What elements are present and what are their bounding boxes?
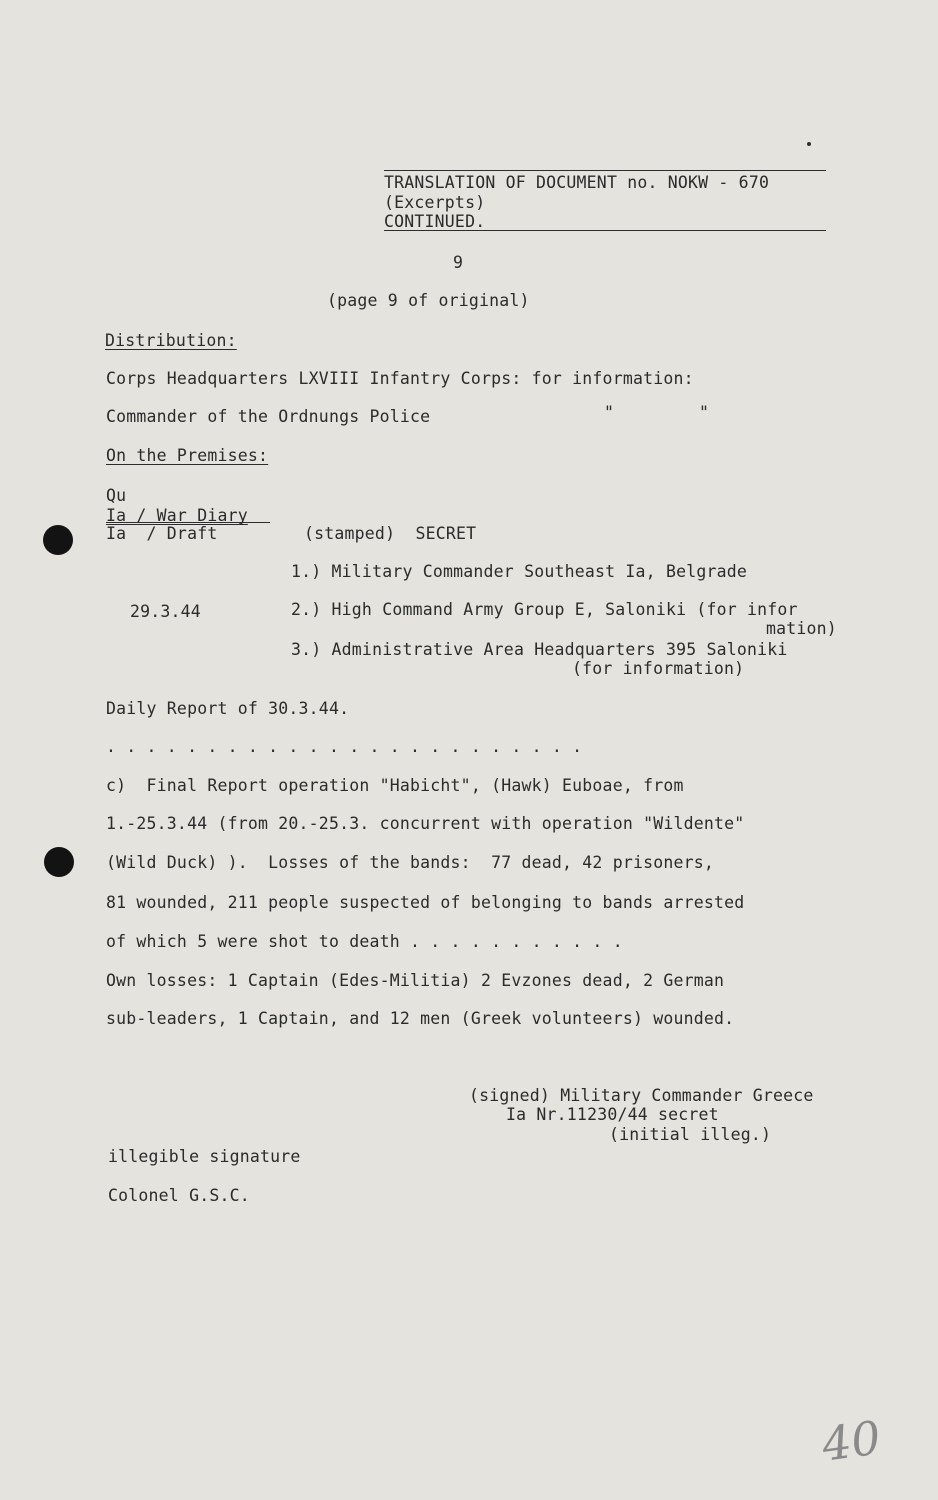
header-excerpts: (Excerpts) [384, 193, 486, 212]
initial-illegible: (initial illeg.) [609, 1125, 772, 1144]
ink-speck [807, 142, 811, 146]
punch-hole-top [43, 525, 73, 555]
secret-stamp: (stamped) SECRET [304, 524, 477, 543]
ditto-mark-1: " [604, 403, 615, 422]
draft-date: 29.3.44 [130, 602, 201, 621]
premises-heading: On the Premises: [106, 446, 269, 465]
ditto-mark-2: " [699, 403, 710, 422]
signed-by: (signed) Military Commander Greece [469, 1086, 814, 1105]
colonel-rank: Colonel G.S.C. [108, 1186, 250, 1205]
recipient-1: 1.) Military Commander Southeast Ia, Belgrade [291, 562, 748, 581]
ellipsis-line: . . . . . . . . . . . . . . . . . . . . . . . . [106, 737, 583, 756]
body-line-2: 1.-25.3.44 (from 20.-25.3. concurrent with operation "Wildente" [106, 814, 745, 833]
handwritten-page-number: 40 [818, 1410, 885, 1472]
body-line-4: 81 wounded, 211 people suspected of belonging to bands arrested [106, 893, 745, 912]
body-line-7: sub-leaders, 1 Captain, and 12 men (Greek volunteers) wounded. [106, 1009, 735, 1028]
recipient-2-cont: mation) [766, 619, 837, 638]
body-line-3: (Wild Duck) ). Losses of the bands: 77 dead, 42 prisoners, [106, 853, 715, 872]
body-line-6: Own losses: 1 Captain (Edes-Militia) 2 Evzones dead, 2 German [106, 971, 725, 990]
body-line-5: of which 5 were shot to death . . . . . . . . . . . [106, 932, 623, 951]
body-line-1: c) Final Report operation "Habicht", (Hawk) Euboae, from [106, 776, 684, 795]
distribution-line-police: Commander of the Ordnungs Police [106, 407, 431, 426]
distribution-qu: Qu [106, 486, 127, 505]
distribution-heading: Distribution: [105, 331, 237, 350]
page-number: 9 [453, 253, 464, 272]
recipient-3: 3.) Administrative Area Headquarters 395 Saloniki [291, 640, 788, 659]
header-continued: CONTINUED. [384, 212, 486, 231]
page-reference: (page 9 of original) [327, 291, 530, 310]
header-title: TRANSLATION OF DOCUMENT no. NOKW - 670 [384, 173, 770, 192]
draft-rule [106, 522, 270, 523]
punch-hole-bottom [44, 847, 74, 877]
reference-number: Ia Nr.11230/44 secret [506, 1105, 719, 1124]
recipient-3-cont: (for information) [572, 659, 745, 678]
illegible-signature: illegible signature [108, 1147, 301, 1166]
distribution-line-corps: Corps Headquarters LXVIII Infantry Corps: for information: [106, 369, 694, 388]
header-top-rule [384, 170, 826, 171]
daily-report-line: Daily Report of 30.3.44. [106, 699, 350, 718]
recipient-2: 2.) High Command Army Group E, Saloniki (for infor [291, 600, 798, 619]
distribution-war-diary: Ia / War Diary [106, 506, 248, 525]
distribution-draft: Ia / Draft [106, 524, 218, 543]
header-bottom-rule [384, 230, 826, 231]
